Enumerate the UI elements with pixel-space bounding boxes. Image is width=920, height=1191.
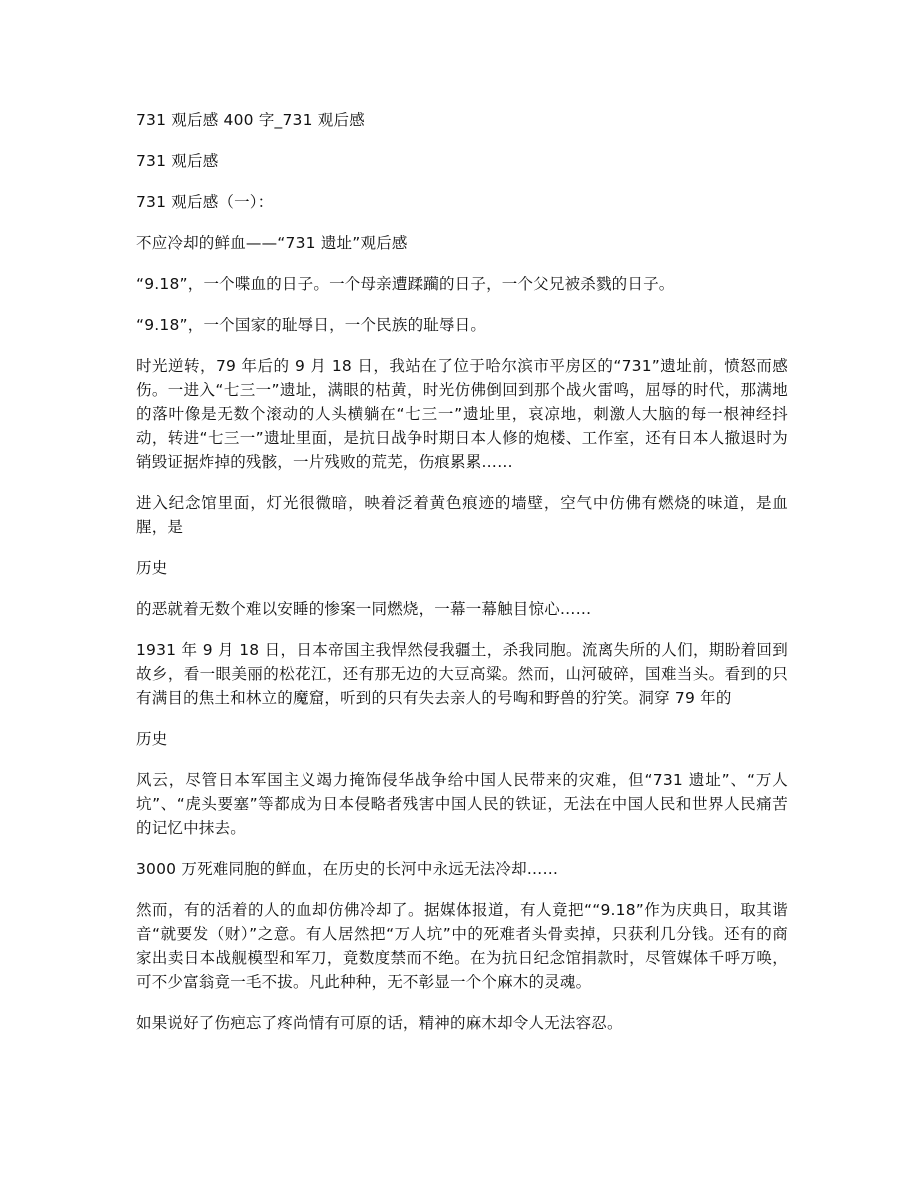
paragraph: 进入纪念馆里面，灯光很微暗，映着泛着黄色痕迹的墙壁，空气中仿佛有燃烧的味道，是血腥，是 [136,494,788,536]
paragraph: 历史 [136,730,168,748]
subtitle: 731 观后感 [136,152,219,170]
paragraph: “9.18”，一个国家的耻辱日，一个民族的耻辱日。 [136,316,487,334]
paragraph: 的恶就着无数个难以安睡的惨案一同燃烧，一幕一幕触目惊心…… [136,600,592,618]
paragraph: 历史 [136,559,168,577]
section-heading: 731 观后感（一）： [136,193,274,211]
document-title: 731 观后感 400 字_731 观后感 [136,111,365,129]
paragraph: 风云，尽管日本军国主义竭力掩饰侵华战争给中国人民带来的灾难，但“731 遗址”、“万人坑”、“虎头要塞”等都成为日本侵略者残害中国人民的铁证，无法在中国人民和世界人民痛苦的记忆中抹去。 [136,771,788,837]
paragraph: 时光逆转，79 年后的 9 月 18 日，我站在了位于哈尔滨市平房区的“731”遗址前，愤怒而感伤。一进入“七三一”遗址，满眼的枯黄，时光仿佛倒回到那个战火雷鸣，屈辱的时代，那满地的落叶像是无数个滚动的人头横躺在“七三一”遗址里，哀凉地，刺激人大脑的每一根神经抖动，转进“七三一”遗址里面，是抗日战争时期日本人修的炮楼、工作室，还有日本人撤退时为销毁证据炸掉的残骸，一片残败的荒芜，伤痕累累…… [136,357,788,471]
paragraph: “9.18”，一个喋血的日子。一个母亲遭蹂躏的日子，一个父兄被杀戮的日子。 [136,275,675,293]
paragraph: 如果说好了伤疤忘了疼尚情有可原的话，精神的麻木却令人无法容忍。 [136,1014,623,1032]
document-page [136,108,788,1052]
paragraph: 然而，有的活着的人的血却仿佛冷却了。据媒体报道，有人竟把““9.18”作为庆典日，取其谐音“就要发（财）”之意。有人居然把“万人坑”中的死难者头骨卖掉，只获利几分钱。还有的商家出卖日本战舰模型和军刀，竟数度禁而不绝。在为抗日纪念馆捐款时，尽管媒体千呼万唤，可不少富翁竟一毛不拔。凡此种种，无不彰显一个个麻木的灵魂。 [136,901,788,991]
paragraph: 3000 万死难同胞的鲜血，在历史的长河中永远无法冷却…… [136,860,559,878]
essay-title: 不应冷却的鲜血——“731 遗址”观后感 [136,234,408,252]
paragraph: 1931 年 9 月 18 日，日本帝国主我悍然侵我疆土，杀我同胞。流离失所的人们，期盼着回到故乡，看一眼美丽的松花江，还有那无边的大豆高粱。然而，山河破碎，国难当头。看到的只有满目的焦土和林立的魔窟，听到的只有失去亲人的号啕和野兽的狞笑。洞穿 79 年的 [136,641,788,707]
